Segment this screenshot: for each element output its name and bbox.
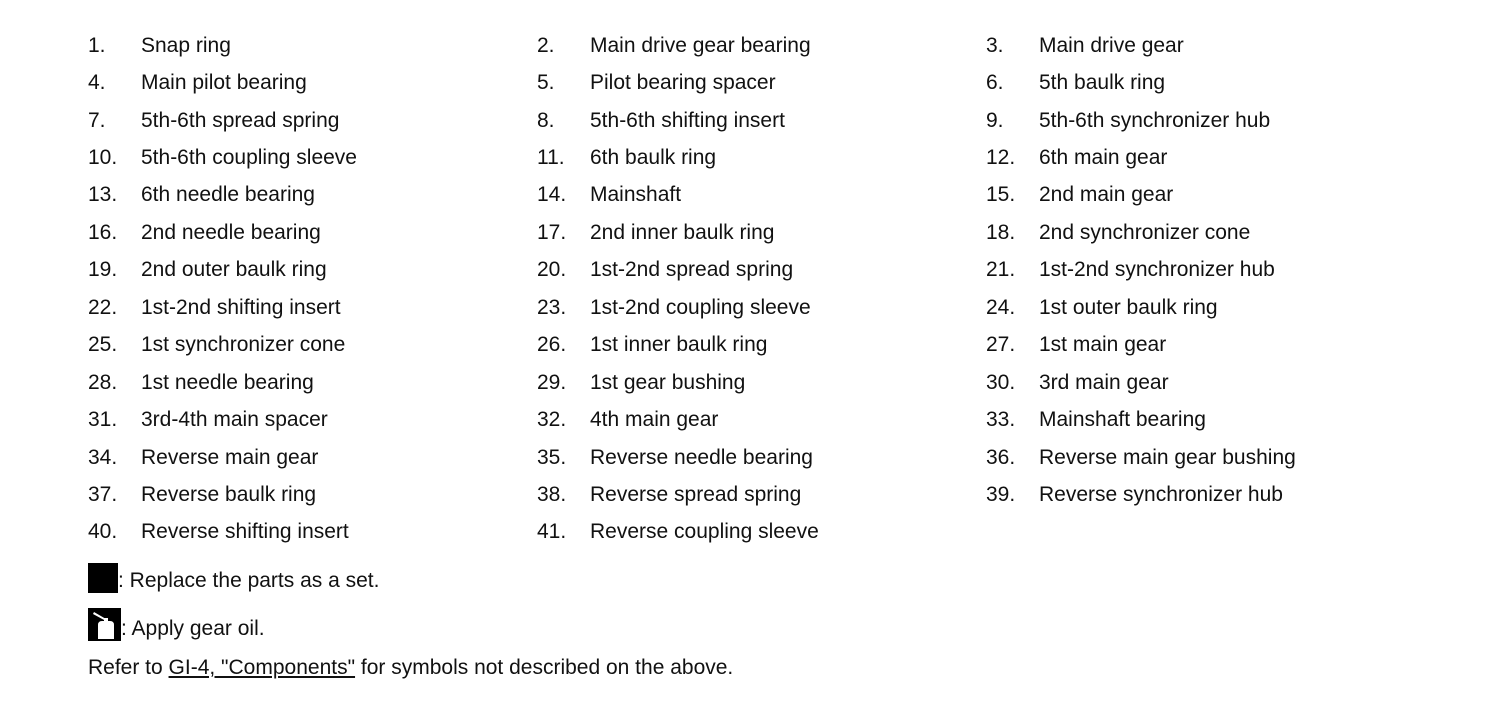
part-number: 10. [88,146,118,170]
part-item [986,102,1435,139]
legend-replace-set [88,563,379,593]
part-item [88,177,537,214]
part-item [986,476,1435,513]
part-name: 6th main gear [1039,146,1168,170]
part-item [986,252,1435,289]
part-number: 19. [88,258,118,282]
part-item [986,327,1435,364]
part-number: 13. [88,183,118,207]
part-number: 26. [537,333,567,357]
part-number: 34. [88,445,118,469]
part-number: 20. [537,258,567,282]
part-number: 5. [537,71,555,95]
part-name: Reverse baulk ring [141,482,317,506]
part-name: 5th-6th coupling sleeve [141,146,357,170]
part-number: 12. [986,146,1016,170]
part-number: 28. [88,370,118,394]
part-item [537,439,986,476]
part-name: Mainshaft bearing [1039,408,1206,432]
part-number: 32. [537,408,567,432]
part-number: 21. [986,258,1016,282]
part-number: 36. [986,445,1016,469]
part-name: Main drive gear [1039,33,1184,57]
part-name: 5th-6th synchronizer hub [1039,108,1271,132]
part-number: 37. [88,482,118,506]
part-item [986,64,1435,101]
part-item [537,252,986,289]
part-name: 3rd main gear [1039,370,1169,394]
legend-replace-set-text: : Replace the parts as a set. [118,569,380,592]
part-item [88,139,537,176]
part-item [986,364,1435,401]
part-item [88,27,537,64]
part-number: 17. [537,220,567,244]
part-item [88,252,537,289]
part-item [88,514,537,551]
part-number: 18. [986,220,1016,244]
part-number: 3. [986,33,1004,57]
part-item [986,289,1435,326]
oil-can-icon [88,608,121,641]
part-name: 6th baulk ring [590,146,717,170]
part-item [537,327,986,364]
part-name: 1st inner baulk ring [590,333,768,357]
part-item [537,139,986,176]
part-name: Reverse shifting insert [141,520,349,544]
part-name: 1st synchronizer cone [141,333,346,357]
part-number: 41. [537,520,567,544]
part-name: 5th-6th shifting insert [590,108,785,132]
part-name: Reverse main gear [141,445,319,469]
part-number: 2. [537,33,555,57]
part-item [88,102,537,139]
part-name: 1st main gear [1039,333,1167,357]
part-name: 2nd inner baulk ring [590,220,775,244]
part-name: 6th needle bearing [141,183,315,207]
part-name: Reverse coupling sleeve [590,520,819,544]
part-name: Reverse synchronizer hub [1039,482,1283,506]
part-number: 14. [537,183,567,207]
part-name: 1st-2nd synchronizer hub [1039,258,1275,282]
part-item [88,289,537,326]
part-name: 2nd main gear [1039,183,1174,207]
part-name: Reverse needle bearing [590,445,813,469]
part-name: Reverse spread spring [590,482,802,506]
refer-note [88,656,733,680]
part-number: 29. [537,370,567,394]
part-number: 15. [986,183,1016,207]
part-name: Main drive gear bearing [590,33,811,57]
refer-suffix: for symbols not described on the above. [355,656,734,679]
part-number: 33. [986,408,1016,432]
parts-list [88,27,1435,551]
part-name: 1st-2nd coupling sleeve [590,295,811,319]
part-number: 30. [986,370,1016,394]
part-item [986,177,1435,214]
part-item [986,401,1435,438]
part-number: 9. [986,108,1004,132]
part-number: 4. [88,71,106,95]
part-item [88,439,537,476]
part-number: 38. [537,482,567,506]
part-name: 5th baulk ring [1039,71,1166,95]
part-item [537,177,986,214]
part-name: Reverse main gear bushing [1039,445,1296,469]
part-item [88,364,537,401]
part-name: 1st gear bushing [590,370,746,394]
part-number: 16. [88,220,118,244]
part-item [537,214,986,251]
part-item [986,139,1435,176]
part-name: 1st outer baulk ring [1039,295,1218,319]
part-item [986,214,1435,251]
legend-apply-oil [88,608,265,641]
part-name: 1st-2nd spread spring [590,258,794,282]
part-item [537,27,986,64]
set-square-icon [88,563,118,593]
part-number: 8. [537,108,555,132]
part-number: 35. [537,445,567,469]
part-item [88,214,537,251]
part-name: 5th-6th spread spring [141,108,340,132]
part-name: 2nd synchronizer cone [1039,220,1251,244]
part-number: 31. [88,408,118,432]
part-number: 23. [537,295,567,319]
part-name: Pilot bearing spacer [590,71,776,95]
part-item [537,476,986,513]
part-number: 11. [537,146,565,170]
part-item [537,364,986,401]
part-name: 4th main gear [590,408,719,432]
components-link[interactable]: GI-4, "Components" [168,656,356,679]
part-name: 2nd outer baulk ring [141,258,327,282]
part-number: 40. [88,520,118,544]
part-number: 1. [88,33,106,57]
part-number: 6. [986,71,1004,95]
part-item [986,27,1435,64]
part-name: Main pilot bearing [141,71,307,95]
part-name: Mainshaft [590,183,682,207]
part-item [88,476,537,513]
part-item [537,514,986,551]
part-name: 1st-2nd shifting insert [141,295,341,319]
part-number: 39. [986,482,1016,506]
part-name: Snap ring [141,33,231,57]
part-name: 1st needle bearing [141,370,314,394]
part-item [537,401,986,438]
refer-prefix: Refer to [88,656,169,679]
legend-apply-oil-text: : Apply gear oil. [121,617,265,640]
part-item [986,439,1435,476]
part-item [88,401,537,438]
part-item [537,289,986,326]
part-item [537,102,986,139]
part-number: 24. [986,295,1016,319]
part-item [88,64,537,101]
part-number: 25. [88,333,118,357]
part-item [88,327,537,364]
part-number: 27. [986,333,1016,357]
part-name: 3rd-4th main spacer [141,408,328,432]
part-number: 7. [88,108,106,132]
part-name: 2nd needle bearing [141,220,321,244]
part-item [537,64,986,101]
part-number: 22. [88,295,118,319]
